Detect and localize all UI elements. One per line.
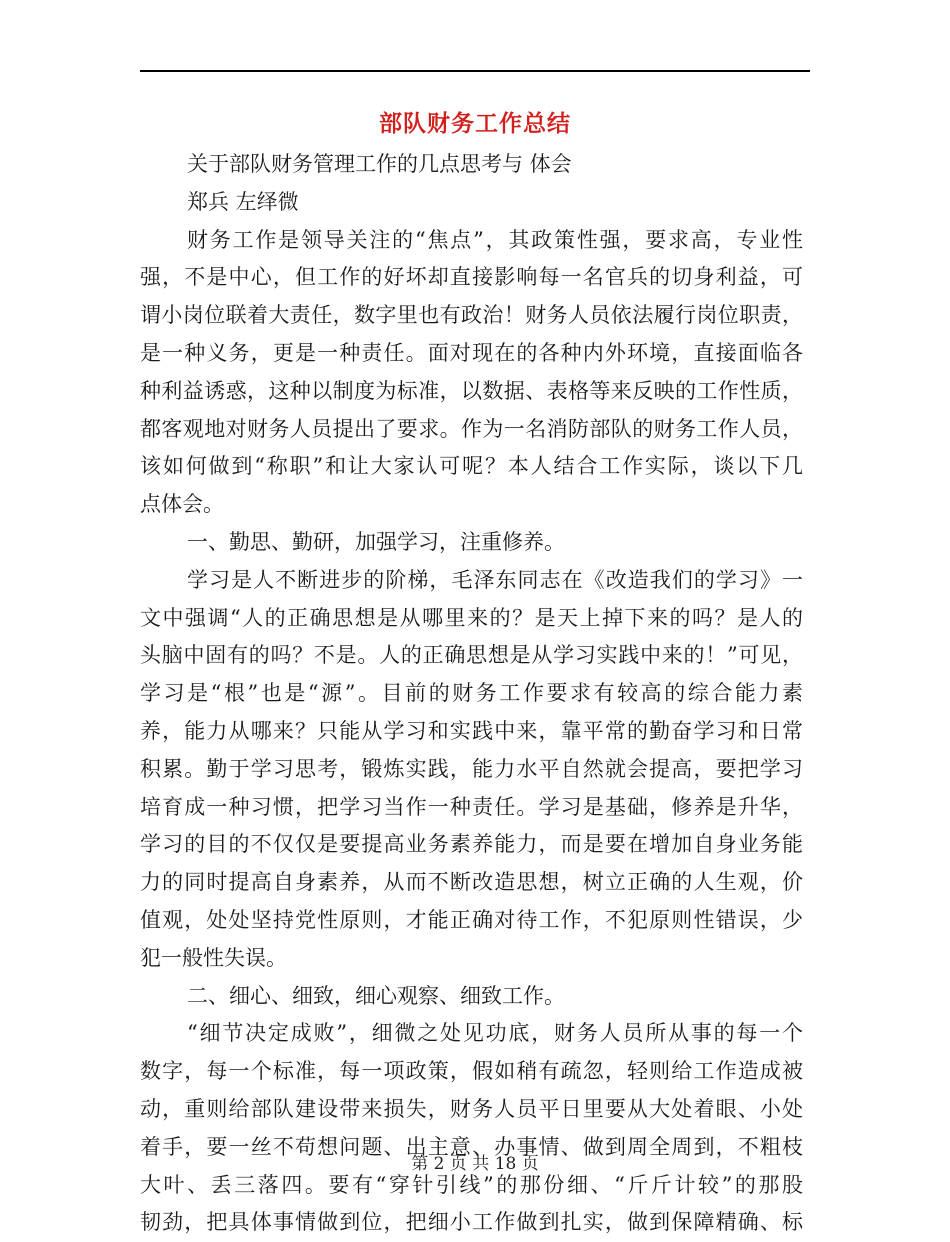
paragraph-line: 点体会。 [140,492,224,517]
paragraph-line: 财务工作是领导关注的“焦点”，其政策性强，要求高，专业性 [187,227,803,252]
document-title: 部队财务工作总结 [379,110,571,137]
paragraph-line: 谓小岗位联着大责任，数字里也有政治！财务人员依法履行岗位职责， [140,303,803,328]
paragraph-line: 强，不是中心，但工作的好坏却直接影响每一名官兵的切身利益，可 [140,265,803,290]
paragraph-line: 数字，每一个标准，每一项政策，假如稍有疏忽，轻则给工作造成被 [140,1059,803,1084]
paragraph-line: 养，能力从哪来？只能从学习和实践中来，靠平常的勤奋学习和日常 [140,718,803,743]
paragraph-line: 该如何做到“称职”和让大家认可呢？本人结合工作实际，谈以下几 [140,454,803,479]
paragraph-line: 韧劲，把具体事情做到位，把细小工作做到扎实，做到保障精确、标 [140,1210,803,1235]
paragraph-line: 积累。勤于学习思考，锻炼实践，能力水平自然就会提高，要把学习 [140,756,803,781]
page-number: 第 2 页 共 18 页 [411,1154,539,1174]
paragraph-line: 着手，要一丝不苟想问题、出主意、办事情、做到周全周到，不粗枝 [140,1134,803,1159]
section-heading: 一、勤思、勤研，加强学习，注重修养。 [187,529,565,554]
paragraph-line: 力的同时提高自身素养，从而不断改造思想，树立正确的人生观，价 [140,870,803,895]
paragraph-line: 文中强调“人的正确思想是从哪里来的？是天上掉下来的吗？是人的 [140,605,803,630]
paragraph-line: 培育成一种习惯，把学习当作一种责任。学习是基础，修养是升华， [140,794,803,819]
paragraph-line: 学习是“根”也是“源”。目前的财务工作要求有较高的综合能力素 [140,681,803,706]
paragraph-line: 都客观地对财务人员提出了要求。作为一名消防部队的财务工作人员， [140,416,803,441]
paragraph-line: “细节决定成败”，细微之处见功底，财务人员所从事的每一个 [187,1021,803,1046]
paragraph-line: 学习的目的不仅仅是要提高业务素养能力，而是要在增加自身业务能 [140,832,803,857]
paragraph-line: 种利益诱惑，这种以制度为标准，以数据、表格等来反映的工作性质， [140,378,803,403]
paragraph-line: 是一种义务，更是一种责任。面对现在的各种内外环境，直接面临各 [140,340,803,365]
subtitle-line: 关于部队财务管理工作的几点思考与 体会 [187,152,572,176]
section-heading: 二、细心、细致，细心观察、细致工作。 [187,983,565,1008]
paragraph-line: 头脑中固有的吗？不是。人的正确思想是从学习实践中来的！”可见， [140,643,803,668]
header-rule [140,70,810,72]
paragraph-line: 学习是人不断进步的阶梯，毛泽东同志在《改造我们的学习》一 [187,567,803,592]
paragraph-line: 大叶、丢三落四。要有“穿针引线”的那份细、“斤斤计较”的那股 [140,1172,803,1197]
author-line: 郑兵 左绎微 [187,189,299,214]
paragraph-line: 犯一般性失误。 [140,945,287,970]
paragraph-line: 动，重则给部队建设带来损失，财务人员平日里要从大处着眼、小处 [140,1096,803,1121]
document-body [140,146,803,1242]
paragraph-line: 值观，处处坚持党性原则，才能正确对待工作，不犯原则性错误，少 [140,907,803,932]
